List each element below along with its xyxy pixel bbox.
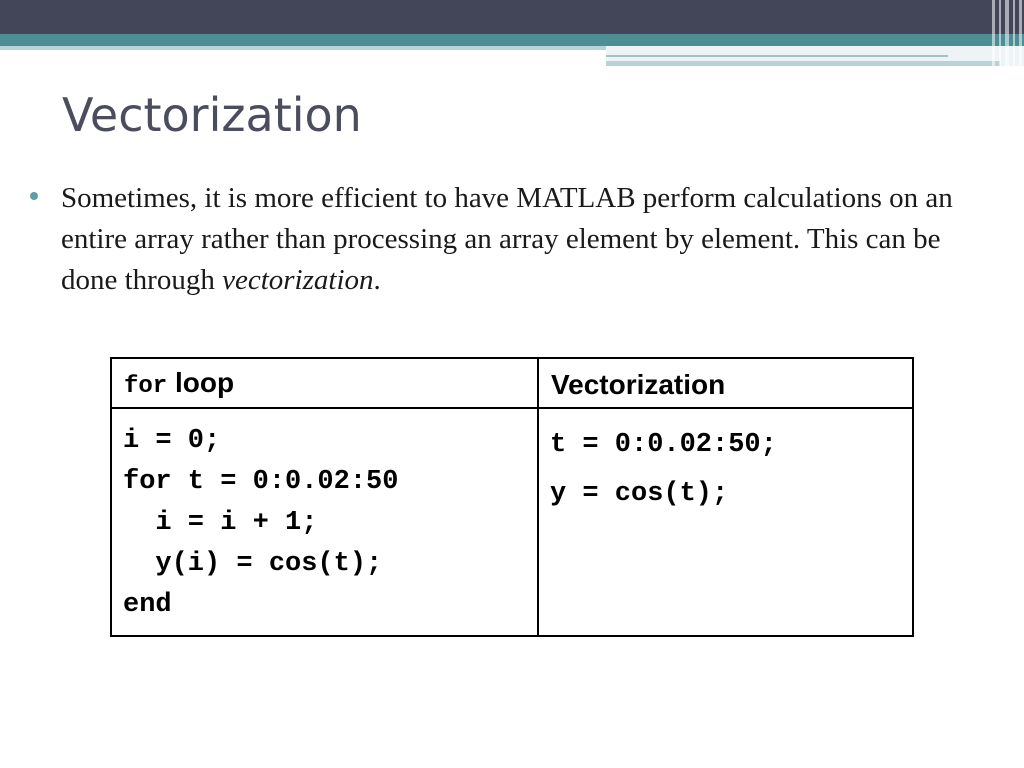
header-keyword: for bbox=[124, 373, 168, 400]
vectorization-code-cell bbox=[538, 408, 913, 636]
header-band-teal bbox=[0, 34, 1024, 46]
vectorization-code bbox=[539, 409, 912, 519]
for-loop-code bbox=[112, 409, 537, 626]
bullet-text-emphasis: vectorization bbox=[222, 264, 374, 296]
code-line: y = cos(t); bbox=[549, 479, 729, 509]
comparison-table bbox=[110, 357, 914, 637]
header-label: loop bbox=[167, 367, 235, 398]
code-line: for t = 0:0.02:50 bbox=[123, 467, 399, 497]
bullet-text bbox=[61, 178, 1001, 301]
table-header-row bbox=[111, 358, 913, 408]
bullet-text-main: Sometimes, it is more efficient to have MATLAB perform calculations on an entire array rather than processing an array element by element. This can be done through bbox=[61, 182, 953, 296]
header-band-dark bbox=[0, 0, 1024, 34]
code-line: end bbox=[123, 590, 172, 620]
code-line: y(i) = cos(t); bbox=[123, 549, 383, 579]
bullet-dot-icon bbox=[30, 192, 38, 200]
code-line: i = 0; bbox=[123, 426, 221, 456]
code-line: t = 0:0.02:50; bbox=[549, 430, 777, 460]
bullet-text-end: . bbox=[373, 264, 381, 296]
table-header-for-loop bbox=[111, 358, 538, 408]
slide-title: Vectorization bbox=[62, 88, 362, 142]
table-header-vectorization bbox=[538, 358, 913, 408]
table-row bbox=[111, 408, 913, 636]
header-accent-line bbox=[606, 61, 1000, 66]
code-line: i = i + 1; bbox=[123, 508, 318, 538]
header-accent-line bbox=[606, 55, 948, 57]
header-stripes bbox=[988, 0, 1024, 70]
header-label: Vectorization bbox=[550, 369, 726, 400]
for-loop-code-cell bbox=[111, 408, 538, 636]
header-band-light bbox=[0, 46, 610, 50]
